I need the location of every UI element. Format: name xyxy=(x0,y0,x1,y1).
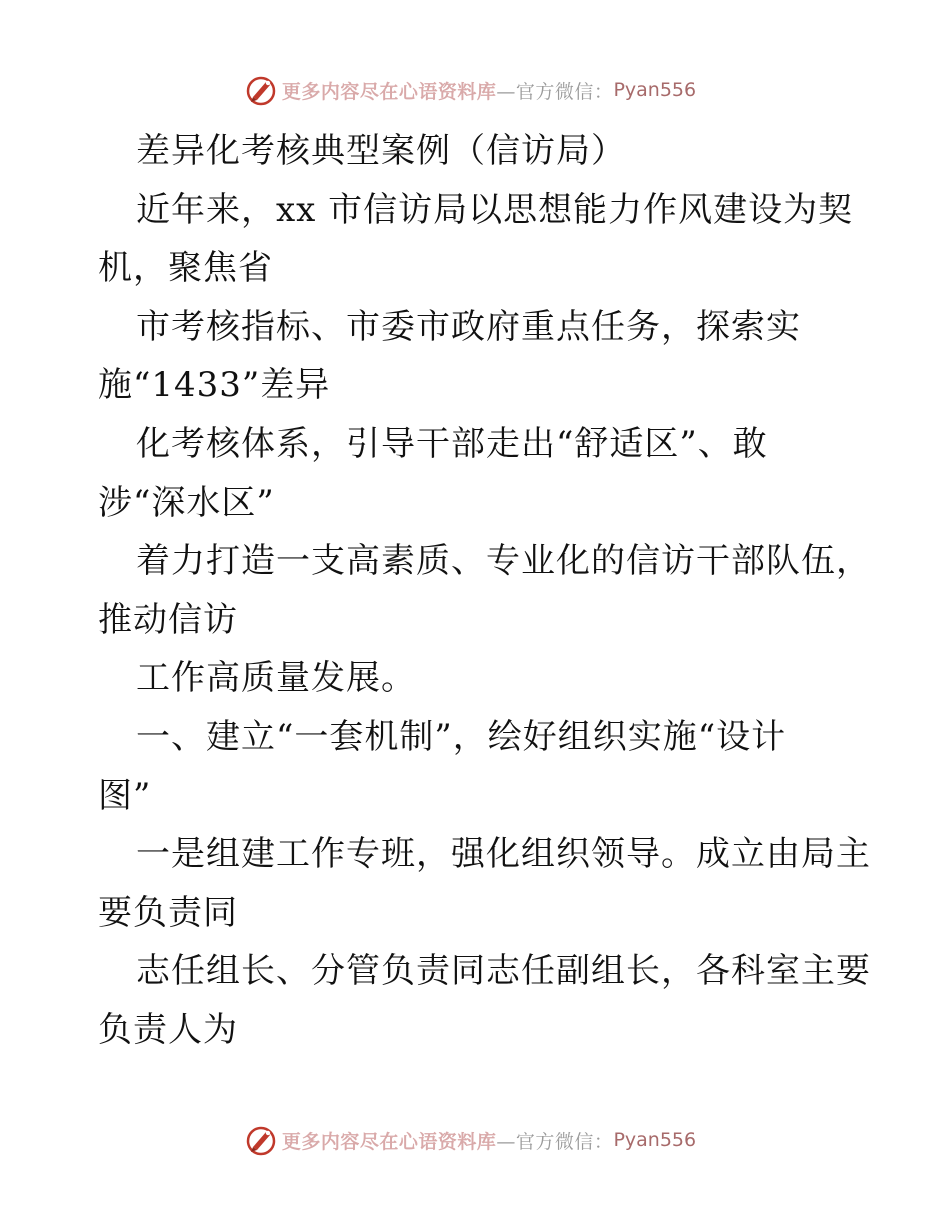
document-body xyxy=(98,122,871,1060)
brand-logo-icon xyxy=(244,1123,278,1157)
text-line: 负责人为 xyxy=(98,1009,238,1050)
watermark-brand-text: 更多内容尽在心语资料库 xyxy=(281,80,497,103)
footer-watermark xyxy=(0,1120,950,1160)
watermark-group xyxy=(244,73,696,107)
text-line: 志任组长、分管负责同志任副组长，各科室主要 xyxy=(136,951,871,992)
section-heading: 一、建立“一套机制”，绘好组织实施“设计 xyxy=(136,716,787,757)
text-line: 着力打造一支高素质、专业化的信访干部队伍， xyxy=(136,541,871,582)
text-line: 涉“深水区” xyxy=(98,482,275,523)
header-watermark xyxy=(0,70,950,110)
text-line: 图” xyxy=(98,775,152,816)
text-line: 工作高质量发展。 xyxy=(136,658,416,699)
text-line: 近年来，xx 市信访局以思想能力作风建设为契 xyxy=(136,189,854,230)
watermark-wechat-id: Pyan556 xyxy=(613,1129,697,1151)
watermark-separator: —官方微信： xyxy=(496,80,614,103)
document-title: 差异化考核典型案例（信访局） xyxy=(136,131,626,171)
text-line: 市考核指标、市委市政府重点任务，探索实 xyxy=(136,306,801,347)
text-line: 要负责同 xyxy=(98,892,238,933)
text-line: 施“1433”差异 xyxy=(98,365,331,406)
watermark-group xyxy=(244,1123,696,1157)
watermark-brand-text: 更多内容尽在心语资料库 xyxy=(281,1130,497,1153)
text-line: 一是组建工作专班，强化组织领导。成立由局主 xyxy=(136,834,871,875)
text-line: 机，聚焦省 xyxy=(98,248,273,289)
watermark-wechat-id: Pyan556 xyxy=(613,79,697,101)
brand-logo-icon xyxy=(244,73,278,107)
watermark-separator: —官方微信： xyxy=(496,1130,614,1153)
text-line: 推动信访 xyxy=(98,599,238,640)
text-line: 化考核体系，引导干部走出“舒适区”、敢 xyxy=(136,423,768,464)
